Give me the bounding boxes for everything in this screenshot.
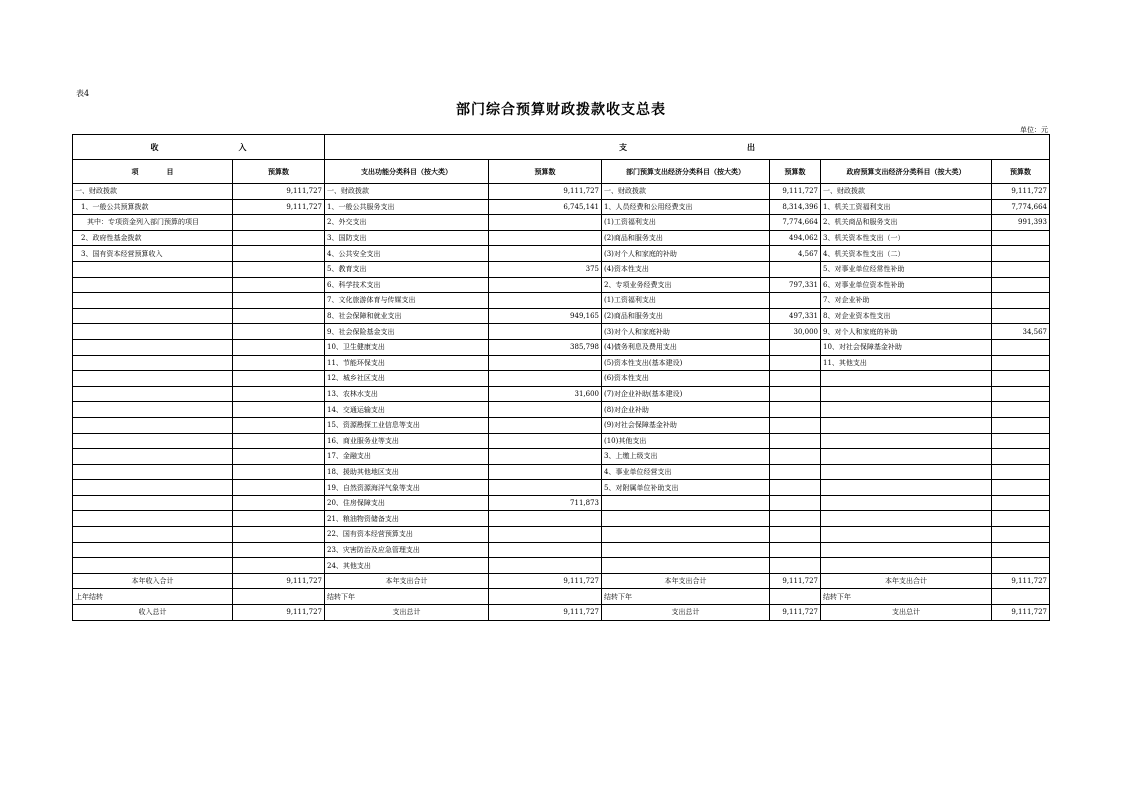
carry-row — [73, 589, 1050, 605]
col-header-dept-econ: 部门预算支出经济分类科目（按大类） — [602, 160, 770, 184]
cell-func-item: 19、自然资源海洋气象等支出 — [325, 480, 489, 496]
cell-func-item: 12、城乡社区支出 — [325, 371, 489, 387]
cell-dept-econ-item: 1、人员经费和公用经费支出 — [602, 199, 770, 215]
cell-income-item: 2、政府性基金拨款 — [73, 230, 233, 246]
cell-func-budget: 31,600 — [489, 386, 602, 402]
cell-dept-econ-item — [602, 511, 770, 527]
cell-dept-econ-budget — [770, 542, 821, 558]
cell-dept-econ-item: (10)其他支出 — [602, 433, 770, 449]
cell-dept-econ-budget — [770, 355, 821, 371]
cell-gov-econ-budget — [992, 558, 1050, 574]
dept-total-label: 本年支出合计 — [602, 573, 770, 589]
cell-dept-econ-budget: 7,774,664 — [770, 215, 821, 231]
col-header-func-budget: 预算数 — [489, 160, 602, 184]
cell-dept-econ-budget — [770, 449, 821, 465]
cell-func-budget: 9,111,727 — [489, 184, 602, 200]
grand-gov-label: 支出总计 — [821, 605, 992, 621]
cell-dept-econ-item: 一、财政拨款 — [602, 184, 770, 200]
cell-gov-econ-item: 4、机关资本性支出（二） — [821, 246, 992, 262]
cell-func-item: 15、资源勘探工业信息等支出 — [325, 417, 489, 433]
carry-in-value — [233, 589, 325, 605]
cell-dept-econ-item — [602, 527, 770, 543]
cell-income-item — [73, 324, 233, 340]
cell-func-budget: 6,745,141 — [489, 199, 602, 215]
cell-dept-econ-budget — [770, 371, 821, 387]
cell-func-budget — [489, 371, 602, 387]
cell-income-budget — [233, 386, 325, 402]
income-total-value: 9,111,727 — [233, 573, 325, 589]
cell-dept-econ-item: (6)资本性支出 — [602, 371, 770, 387]
cell-dept-econ-budget: 4,567 — [770, 246, 821, 262]
carry-out-gov-value — [992, 589, 1050, 605]
cell-gov-econ-item — [821, 511, 992, 527]
cell-gov-econ-budget — [992, 339, 1050, 355]
cell-dept-econ-budget — [770, 495, 821, 511]
cell-income-budget — [233, 511, 325, 527]
page-title: 部门综合预算财政拨款收支总表 — [456, 102, 666, 118]
expense-group-header: 支 出 — [325, 135, 1050, 160]
cell-gov-econ-budget — [992, 433, 1050, 449]
cell-dept-econ-budget — [770, 527, 821, 543]
cell-gov-econ-budget — [992, 230, 1050, 246]
cell-func-item: 一、财政拨款 — [325, 184, 489, 200]
cell-income-item — [73, 527, 233, 543]
cell-gov-econ-item: 8、对企业资本性支出 — [821, 308, 992, 324]
cell-income-item — [73, 433, 233, 449]
cell-income-item — [73, 495, 233, 511]
cell-dept-econ-item: (2)商品和服务支出 — [602, 308, 770, 324]
cell-gov-econ-item: 一、财政拨款 — [821, 184, 992, 200]
grand-func-label: 支出总计 — [325, 605, 489, 621]
cell-func-item: 22、国有资本经营预算支出 — [325, 527, 489, 543]
cell-func-budget — [489, 433, 602, 449]
cell-gov-econ-item: 2、机关商品和服务支出 — [821, 215, 992, 231]
cell-func-item: 4、公共安全支出 — [325, 246, 489, 262]
cell-func-item: 1、一般公共服务支出 — [325, 199, 489, 215]
table-row — [73, 417, 1050, 433]
table-row — [73, 215, 1050, 231]
cell-income-item — [73, 386, 233, 402]
cell-gov-econ-budget — [992, 261, 1050, 277]
cell-dept-econ-budget: 797,331 — [770, 277, 821, 293]
cell-func-item: 18、援助其他地区支出 — [325, 464, 489, 480]
cell-dept-econ-item: (3)对个人和家庭的补助 — [602, 246, 770, 262]
cell-gov-econ-budget — [992, 355, 1050, 371]
grand-gov-value: 9,111,727 — [992, 605, 1050, 621]
cell-gov-econ-budget — [992, 277, 1050, 293]
grand-income-value: 9,111,727 — [233, 605, 325, 621]
cell-dept-econ-budget: 497,331 — [770, 308, 821, 324]
cell-dept-econ-item: (4)债务利息及费用支出 — [602, 339, 770, 355]
carry-out-gov-label: 结转下年 — [821, 589, 992, 605]
table-number: 表4 — [76, 89, 90, 98]
cell-dept-econ-budget: 494,062 — [770, 230, 821, 246]
table-row — [73, 230, 1050, 246]
income-total-label: 本年收入合计 — [73, 573, 233, 589]
cell-gov-econ-budget — [992, 480, 1050, 496]
cell-income-budget — [233, 324, 325, 340]
table-row — [73, 449, 1050, 465]
table-row — [73, 277, 1050, 293]
cell-func-item: 2、外交支出 — [325, 215, 489, 231]
cell-func-budget — [489, 324, 602, 340]
grand-func-value: 9,111,727 — [489, 605, 602, 621]
cell-func-item: 5、教育支出 — [325, 261, 489, 277]
header-row-columns — [73, 160, 1050, 184]
cell-func-item: 21、粮油物资储备支出 — [325, 511, 489, 527]
cell-income-budget: 9,111,727 — [233, 184, 325, 200]
table-row — [73, 386, 1050, 402]
grand-total-row — [73, 605, 1050, 621]
cell-gov-econ-budget — [992, 386, 1050, 402]
col-header-gov-econ: 政府预算支出经济分类科目（按大类） — [821, 160, 992, 184]
col-header-gov-budget: 预算数 — [992, 160, 1050, 184]
cell-gov-econ-item: 5、对事业单位经常性补助 — [821, 261, 992, 277]
cell-func-item: 7、文化旅游体育与传媒支出 — [325, 293, 489, 309]
cell-income-item — [73, 308, 233, 324]
unit-label: 单位：元 — [1020, 126, 1048, 134]
col-header-item: 项 目 — [73, 160, 233, 184]
header-row-group — [73, 135, 1050, 160]
cell-func-budget — [489, 464, 602, 480]
cell-func-budget — [489, 215, 602, 231]
table-row — [73, 339, 1050, 355]
cell-func-item: 11、节能环保支出 — [325, 355, 489, 371]
cell-dept-econ-item — [602, 558, 770, 574]
cell-gov-econ-item — [821, 527, 992, 543]
cell-gov-econ-budget — [992, 464, 1050, 480]
cell-dept-econ-item: 5、对附属单位补助支出 — [602, 480, 770, 496]
cell-dept-econ-budget: 8,314,396 — [770, 199, 821, 215]
dept-total-value: 9,111,727 — [770, 573, 821, 589]
cell-gov-econ-item — [821, 464, 992, 480]
cell-gov-econ-budget: 34,567 — [992, 324, 1050, 340]
cell-income-item — [73, 542, 233, 558]
cell-income-budget — [233, 402, 325, 418]
cell-dept-econ-budget — [770, 386, 821, 402]
cell-income-item — [73, 261, 233, 277]
cell-gov-econ-budget — [992, 246, 1050, 262]
cell-func-budget — [489, 417, 602, 433]
cell-income-budget — [233, 308, 325, 324]
cell-income-item: 其中：专项资金列入部门预算的项目 — [73, 215, 233, 231]
cell-income-item — [73, 558, 233, 574]
cell-func-item: 9、社会保险基金支出 — [325, 324, 489, 340]
cell-dept-econ-item: (1)工资福利支出 — [602, 293, 770, 309]
cell-dept-econ-item: (5)资本性支出(基本建设) — [602, 355, 770, 371]
table-row — [73, 495, 1050, 511]
cell-func-budget — [489, 558, 602, 574]
cell-gov-econ-item — [821, 480, 992, 496]
cell-dept-econ-item: 2、专项业务经费支出 — [602, 277, 770, 293]
grand-dept-label: 支出总计 — [602, 605, 770, 621]
cell-income-item — [73, 277, 233, 293]
cell-func-item: 8、社会保障和就业支出 — [325, 308, 489, 324]
cell-dept-econ-item: 4、事业单位经营支出 — [602, 464, 770, 480]
cell-gov-econ-budget — [992, 542, 1050, 558]
cell-func-budget — [489, 230, 602, 246]
grand-income-label: 收入总计 — [73, 605, 233, 621]
table-row — [73, 308, 1050, 324]
table-row — [73, 527, 1050, 543]
cell-gov-econ-budget: 9,111,727 — [992, 184, 1050, 200]
cell-income-budget — [233, 355, 325, 371]
cell-income-item — [73, 355, 233, 371]
cell-gov-econ-budget — [992, 495, 1050, 511]
cell-income-budget — [233, 495, 325, 511]
cell-gov-econ-item — [821, 542, 992, 558]
cell-dept-econ-budget — [770, 433, 821, 449]
cell-func-budget — [489, 449, 602, 465]
cell-income-item — [73, 402, 233, 418]
table-row — [73, 558, 1050, 574]
cell-income-item — [73, 339, 233, 355]
cell-dept-econ-budget — [770, 417, 821, 433]
cell-dept-econ-budget: 9,111,727 — [770, 184, 821, 200]
carry-out-dept-value — [770, 589, 821, 605]
cell-income-item: 1、一般公共预算拨款 — [73, 199, 233, 215]
cell-dept-econ-budget — [770, 558, 821, 574]
cell-func-budget — [489, 246, 602, 262]
budget-table — [72, 134, 1050, 621]
table-row — [73, 511, 1050, 527]
cell-func-budget — [489, 355, 602, 371]
table-row — [73, 464, 1050, 480]
cell-func-item: 10、卫生健康支出 — [325, 339, 489, 355]
cell-func-budget — [489, 542, 602, 558]
cell-func-budget — [489, 527, 602, 543]
cell-dept-econ-item — [602, 542, 770, 558]
table-row — [73, 355, 1050, 371]
cell-gov-econ-item: 10、对社会保障基金补助 — [821, 339, 992, 355]
cell-income-budget — [233, 293, 325, 309]
cell-income-item — [73, 417, 233, 433]
table-row — [73, 480, 1050, 496]
cell-income-budget — [233, 480, 325, 496]
cell-func-item: 23、灾害防治及应急管理支出 — [325, 542, 489, 558]
cell-income-item: 一、财政拨款 — [73, 184, 233, 200]
cell-dept-econ-item: (3)对个人和家庭补助 — [602, 324, 770, 340]
cell-income-item — [73, 464, 233, 480]
cell-gov-econ-budget: 991,393 — [992, 215, 1050, 231]
cell-income-item — [73, 480, 233, 496]
cell-gov-econ-budget — [992, 527, 1050, 543]
table-row — [73, 293, 1050, 309]
func-total-value: 9,111,727 — [489, 573, 602, 589]
cell-gov-econ-item — [821, 371, 992, 387]
cell-func-budget — [489, 511, 602, 527]
cell-income-budget — [233, 464, 325, 480]
col-header-income-budget: 预算数 — [233, 160, 325, 184]
cell-func-budget — [489, 480, 602, 496]
cell-dept-econ-item: (7)对企业补助(基本建设) — [602, 386, 770, 402]
cell-gov-econ-item: 6、对事业单位资本性补助 — [821, 277, 992, 293]
cell-gov-econ-budget — [992, 308, 1050, 324]
cell-dept-econ-budget — [770, 511, 821, 527]
cell-dept-econ-budget — [770, 464, 821, 480]
table-row — [73, 184, 1050, 200]
cell-income-budget — [233, 371, 325, 387]
cell-func-budget — [489, 293, 602, 309]
carry-out-func-value — [489, 589, 602, 605]
cell-income-item — [73, 511, 233, 527]
cell-func-budget: 385,798 — [489, 339, 602, 355]
cell-dept-econ-item: (4)资本性支出 — [602, 261, 770, 277]
cell-func-item: 16、商业服务业等支出 — [325, 433, 489, 449]
cell-gov-econ-item — [821, 402, 992, 418]
cell-func-item: 14、交通运输支出 — [325, 402, 489, 418]
cell-income-budget — [233, 339, 325, 355]
cell-func-budget: 375 — [489, 261, 602, 277]
cell-func-item: 24、其他支出 — [325, 558, 489, 574]
cell-income-item — [73, 371, 233, 387]
cell-income-budget — [233, 230, 325, 246]
carry-out-func-label: 结转下年 — [325, 589, 489, 605]
cell-dept-econ-budget — [770, 339, 821, 355]
cell-func-budget: 949,165 — [489, 308, 602, 324]
income-group-header: 收 入 — [73, 135, 325, 160]
table-row — [73, 542, 1050, 558]
cell-income-budget — [233, 558, 325, 574]
cell-income-budget: 9,111,727 — [233, 199, 325, 215]
cell-income-budget — [233, 246, 325, 262]
cell-dept-econ-item — [602, 495, 770, 511]
cell-income-budget — [233, 433, 325, 449]
table-row — [73, 261, 1050, 277]
cell-income-budget — [233, 417, 325, 433]
cell-gov-econ-item: 1、机关工资福利支出 — [821, 199, 992, 215]
table-row — [73, 371, 1050, 387]
cell-gov-econ-item — [821, 433, 992, 449]
cell-dept-econ-item: 3、上缴上级支出 — [602, 449, 770, 465]
col-header-func: 支出功能分类科目（按大类） — [325, 160, 489, 184]
cell-income-budget — [233, 542, 325, 558]
cell-gov-econ-item — [821, 495, 992, 511]
cell-func-item: 3、国防支出 — [325, 230, 489, 246]
cell-income-budget — [233, 215, 325, 231]
table-row — [73, 199, 1050, 215]
table-row — [73, 433, 1050, 449]
table-row — [73, 324, 1050, 340]
cell-gov-econ-item — [821, 558, 992, 574]
cell-dept-econ-item: (1)工资福利支出 — [602, 215, 770, 231]
cell-income-item: 3、国有资本经营预算收入 — [73, 246, 233, 262]
gov-total-value: 9,111,727 — [992, 573, 1050, 589]
totals-row — [73, 573, 1050, 589]
table-row — [73, 246, 1050, 262]
cell-gov-econ-budget: 7,774,664 — [992, 199, 1050, 215]
cell-gov-econ-item — [821, 386, 992, 402]
gov-total-label: 本年支出合计 — [821, 573, 992, 589]
cell-gov-econ-item: 11、其他支出 — [821, 355, 992, 371]
carry-out-dept-label: 结转下年 — [602, 589, 770, 605]
cell-func-item: 17、金融支出 — [325, 449, 489, 465]
cell-func-item: 13、农林水支出 — [325, 386, 489, 402]
cell-gov-econ-item: 9、对个人和家庭的补助 — [821, 324, 992, 340]
cell-gov-econ-item — [821, 449, 992, 465]
cell-dept-econ-item: (2)商品和服务支出 — [602, 230, 770, 246]
cell-dept-econ-budget — [770, 261, 821, 277]
carry-in-label: 上年结转 — [73, 589, 233, 605]
cell-gov-econ-item: 7、对企业补助 — [821, 293, 992, 309]
grand-dept-value: 9,111,727 — [770, 605, 821, 621]
cell-dept-econ-budget: 30,000 — [770, 324, 821, 340]
cell-gov-econ-budget — [992, 417, 1050, 433]
cell-func-item: 6、科学技术支出 — [325, 277, 489, 293]
cell-func-item: 20、住房保障支出 — [325, 495, 489, 511]
cell-income-item — [73, 293, 233, 309]
func-total-label: 本年支出合计 — [325, 573, 489, 589]
cell-dept-econ-item: (9)对社会保障基金补助 — [602, 417, 770, 433]
cell-dept-econ-budget — [770, 480, 821, 496]
table-row — [73, 402, 1050, 418]
cell-gov-econ-budget — [992, 293, 1050, 309]
cell-func-budget — [489, 277, 602, 293]
cell-func-budget: 711,873 — [489, 495, 602, 511]
cell-gov-econ-item — [821, 417, 992, 433]
cell-gov-econ-budget — [992, 449, 1050, 465]
col-header-dept-budget: 预算数 — [770, 160, 821, 184]
cell-income-budget — [233, 277, 325, 293]
cell-dept-econ-item: (8)对企业补助 — [602, 402, 770, 418]
cell-income-item — [73, 449, 233, 465]
cell-gov-econ-budget — [992, 402, 1050, 418]
cell-gov-econ-budget — [992, 371, 1050, 387]
cell-dept-econ-budget — [770, 402, 821, 418]
cell-income-budget — [233, 261, 325, 277]
cell-income-budget — [233, 527, 325, 543]
cell-gov-econ-item: 3、机关资本性支出（一） — [821, 230, 992, 246]
cell-func-budget — [489, 402, 602, 418]
cell-gov-econ-budget — [992, 511, 1050, 527]
cell-dept-econ-budget — [770, 293, 821, 309]
cell-income-budget — [233, 449, 325, 465]
